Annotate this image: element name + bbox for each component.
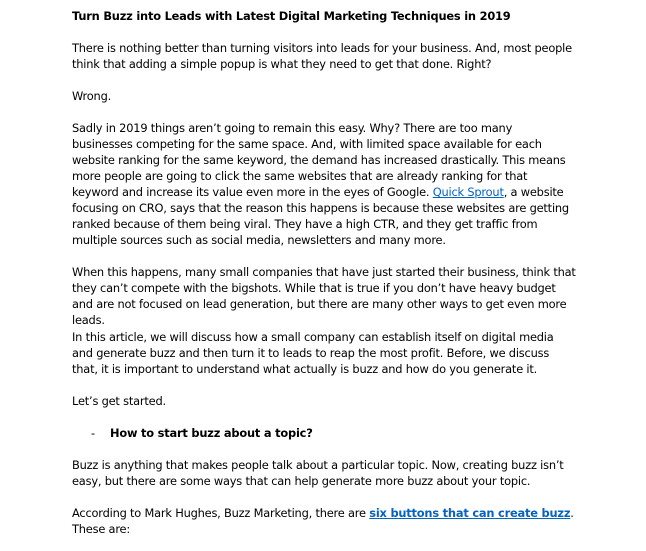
paragraph-intro: There is nothing better than turning visitors into leads for your business. And, most people think that adding a simple popup is what they need to get that done. Right? [72, 41, 572, 71]
paragraph-article: In this article, we will discuss how a small company can establish itself on digital media and generate buzz and then turn it to leads to reap the most profit. Before, we discuss that, it is important to understand what actually is buzz and how do you generate it. [72, 330, 554, 376]
six-buttons-link[interactable]: six buttons that can create buzz [369, 506, 571, 520]
paragraph-small-companies: When this happens, many small companies that have just started their business, think that they can’t compete with the bigshots. While that is true if you don’t have heavy budget and are not focused on lead generation, but there are many other ways to get even more leads. [72, 265, 576, 327]
paragraph-get-started: Let’s get started. [72, 394, 166, 408]
paragraph-mark-hughes [72, 505, 576, 537]
paragraph-mark-hughes-text-2: . These are: [72, 506, 574, 536]
paragraph-sadly-text-2: , a website focusing on CRO, says that the reason this happens is because these websites are getting ranked because of them being viral. They have a high CTR, and they get traffic from multiple sources such as social media, newsletters and many more. [72, 185, 569, 247]
paragraph-buzz-definition: Buzz is anything that makes people talk about a particular topic. Now, creating buzz isn’t easy, but there are some ways that can help generate more buzz about your topic. [72, 458, 564, 488]
paragraph-wrong: Wrong. [72, 89, 112, 103]
section-heading-buzz: How to start buzz about a topic? [110, 426, 313, 440]
document-title: Turn Buzz into Leads with Latest Digital Marketing Techniques in 2019 [72, 9, 511, 23]
list-bullet-dash: - [91, 426, 95, 440]
paragraph-mark-hughes-text-1: According to Mark Hughes, Buzz Marketing, there are [72, 506, 370, 520]
paragraph-sadly [72, 120, 576, 248]
paragraph-sadly-text-1: Sadly in 2019 things aren’t going to remain this easy. Why? There are too many businesses competing for the same space. And, with limited space available for each website ranking for the same keyword, the demand has increased drastically. This means more people are going to click the same websites that are already ranking for that keyword and increase its value even more in the eyes of Google. [72, 121, 566, 199]
quick-sprout-link[interactable]: Quick Sprout [432, 185, 504, 199]
